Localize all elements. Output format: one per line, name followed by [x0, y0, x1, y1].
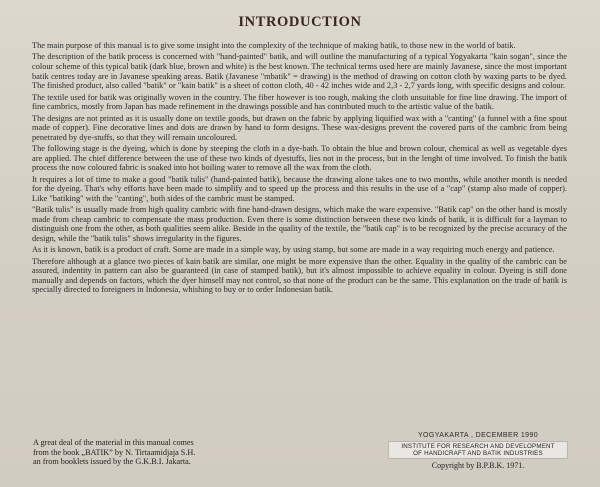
source-note-line: an from booklets issued by the G.K.B.I. Jakarta. — [33, 457, 191, 467]
paragraph-tulis-vs-cap: "Batik tulis" is usually made from high quality cambric with fine hand-drawn designs, which make the ware expensive. "Batik cap" on the other hand is mostly made from cheap cambric to compensate the mass production. Even there is some distinction between these two kinds of batik, it is difficult for a layman to distinguish one from the other, as both qualities seem alike. Beside in the quality of the textile, the "batik cap" is to be recognized by the precise accuracy of the design, while the "batik tulis" shows irregularity in the figures. — [32, 205, 567, 243]
copyright-notice: Copyright by B.P.B.K. 1971. — [431, 461, 525, 471]
paragraph-dyeing: The following stage is the dyeing, which is done by steeping the cloth in a dye-bath. To obtain the blue and brown colour, chemical as well as vegetable dyes are applied. The chief difference between the use of these two kinds of dyestuffs, lies not in the process, but in the lenght of time involved. To finish the batik process the now coloured fabric is soaked into hot boiling water to remove all the wax from the cloth. — [32, 144, 567, 173]
place-date: YOGYAKARTA , DECEMBER 1990 — [417, 432, 539, 439]
institute-line: INSTITUTE FOR RESEARCH AND DEVELOPMENT — [401, 443, 555, 450]
document-body — [32, 41, 567, 297]
institute-line: OF HANDICRAFT AND BATIK INDUSTRIES — [413, 450, 543, 458]
paragraph-purpose: The main purpose of this manual is to give some insight into the complexity of the technique of making batik, to those new in the world of batik. — [32, 41, 516, 50]
paragraph-designs: The designs are not printed as it is usually done on textile goods, but drawn on the fabric by applying liquified wax with a "canting" (a funnel with a fine spout made of copper). Fine decorative lines and dots are drawn by hand to form designs. These wax-designs prevent the covered parts of the cambric from being penetrated by dye-stuffs, so that they will remain uncoloured. — [32, 113, 567, 142]
paragraph-equality: Therefore although at a glance two pieces of kain batik are similar, one might be more expensive than the other. Equality in the quality of the cambric can be assured, indentity in pattern can also be guaranteed (in case of stamped batik), but it's almost impossible to achieve equality in colour. Dyeing is still done manually and depends on factors, which the dyer himself may not control, so that none of the product can be the same. This explanation on the trade of batik is specially directed to foreigners in Indonesia, whishing to buy or to order Indonesian batik. — [32, 256, 567, 295]
source-note-line: A great deal of the material in this manual comes — [33, 438, 194, 447]
paragraph-craft: As it is known, batik is a product of craft. Some are made in a simple way, by using stamp, but some are made in a way requiring much energy and patience. — [32, 245, 555, 255]
source-note-line: from the book „BATIK” by N. Tirtaamidjaja S.H. — [33, 447, 196, 457]
publisher-block — [388, 431, 568, 470]
paragraph-time: It requires a lot of time to make a good "batik tulis" (hand-painted batik), because the drawing alone takes one to two months, while another month is needed for the dyeing. That's why efforts have been made to simplify and to speed up the process and this results in the use of a "cap" (stamp also made of copper). Like "batiking" with the "canting", both sides of the cambric must be stamped. — [32, 174, 567, 203]
paragraph-batik-process: The description of the batik process is concerned with "hand-painted" batik, and will outline the manufacturing of a typical Yogyakarta "kain sogan", since the colour scheme of this typical batik (dark blue, brown and white) is the best known. The technical terms used here are mainly Javanese, since the most important batik centres today are in Javanese speaking areas. Batik (Javanese "mbatik" = drawing) is the method of drawing on cotton cloth by waxing parts to be dyed. The finished product, also called "batik" or "kain batik" is a sheet of cotton cloth, 40 - 42 inches wide and 2,3 - 2,7 yards long, with specific designs and colour. — [32, 52, 567, 91]
page-title: INTRODUCTION — [238, 14, 362, 30]
paragraph-textile: The textile used for batik was originally woven in the country. The fiber however is too rough, making the cloth unsuitable for fine line drawing. The import of fine cambrics, mostly from Japan has made refinement in the drawings possible and has contributed much to the artistic value of the batik. — [32, 92, 567, 112]
source-note — [33, 438, 195, 467]
institute-label — [388, 441, 568, 459]
